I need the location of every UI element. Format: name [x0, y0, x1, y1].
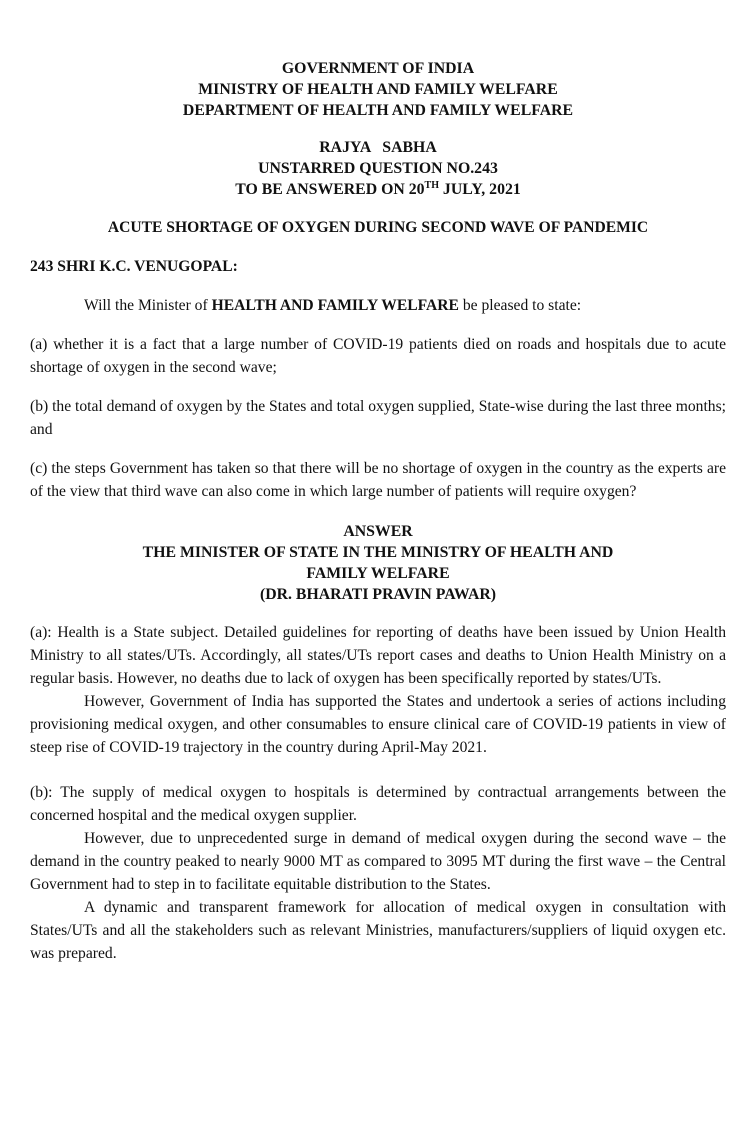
answer-part-a-para2: However, Government of India has supported the States and undertook a series of actions including provisioning medical oxygen, and other consumables to ensure clinical care of COVID-19 patients in view of steep rise of COVID-19 trajectory in the country during April-May 2021.	[30, 693, 726, 756]
answer-part-b-para1: (b): The supply of medical oxygen to hospitals is determined by contractual arrangements between the concerned hospital and the medical oxygen supplier.	[30, 784, 726, 824]
document-page	[30, 58, 726, 965]
question-part-c: (c) the steps Government has taken so that there will be no shortage of oxygen in the country as the experts are of the view that third wave can also come in which large number of patients will require oxygen?	[30, 460, 726, 500]
minister-title-line2: FAMILY WELFARE	[306, 565, 450, 582]
answer-part-b-para3: A dynamic and transparent framework for allocation of medical oxygen in consultation with States/UTs and all the stakeholders such as relevant Ministries, manufacturers/suppliers of liquid oxygen etc. was prepared.	[30, 899, 726, 962]
question-intro: Will the Minister of HEALTH AND FAMILY WELFARE be pleased to state:	[84, 297, 582, 314]
member-name: 243 SHRI K.C. VENUGOPAL:	[30, 258, 238, 275]
question-subject: ACUTE SHORTAGE OF OXYGEN DURING SECOND WAVE OF PANDEMIC	[107, 219, 649, 236]
answer-header	[30, 521, 726, 605]
header-ministry: MINISTRY OF HEALTH AND FAMILY WELFARE	[198, 81, 558, 98]
question-part-a: (a) whether it is a fact that a large number of COVID-19 patients died on roads and hospitals due to acute shortage of oxygen in the second wave;	[30, 336, 726, 376]
answer-part-a-para1: (a): Health is a State subject. Detailed guidelines for reporting of deaths have been issued by Union Health Ministry to all states/UTs. Accordingly, all states/UTs report cases and deaths to Union Health Ministry on a regular basis. However, no deaths due to lack of oxygen has been specifically reported by states/UTs.	[30, 624, 726, 687]
house-name: RAJYA SABHA	[319, 139, 437, 156]
minister-title-line1: THE MINISTER OF STATE IN THE MINISTRY OF HEALTH AND	[142, 544, 614, 561]
header-department: DEPARTMENT OF HEALTH AND FAMILY WELFARE	[182, 102, 574, 119]
government-header	[30, 58, 726, 121]
question-part-b: (b) the total demand of oxygen by the States and total oxygen supplied, State-wise during the last three months; and	[30, 398, 726, 438]
question-header	[30, 137, 726, 200]
answer-title: ANSWER	[343, 523, 413, 540]
answer-part-b-para2: However, due to unprecedented surge in demand of medical oxygen during the second wave – the demand in the country peaked to nearly 9000 MT as compared to 3095 MT during the first wave – the Central Government had to step in to facilitate equitable distribution to the States.	[30, 830, 726, 893]
question-number: UNSTARRED QUESTION NO.243	[258, 160, 498, 177]
minister-name: (DR. BHARATI PRAVIN PAWAR)	[259, 586, 497, 603]
header-government: GOVERNMENT OF INDIA	[281, 60, 475, 77]
answer-date: TO BE ANSWERED ON 20TH JULY, 2021	[235, 180, 521, 198]
